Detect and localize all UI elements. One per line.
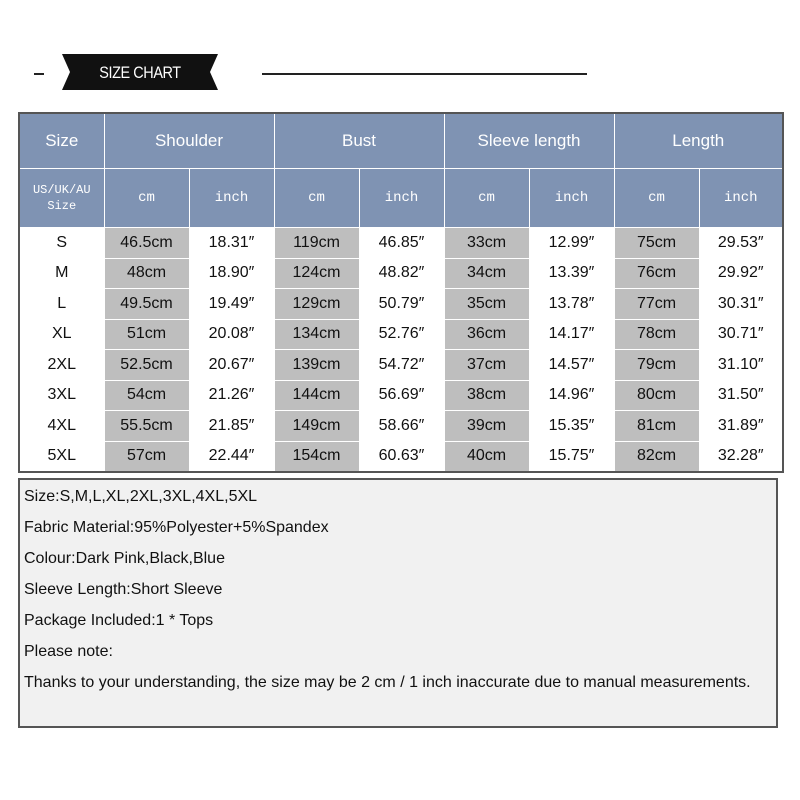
- info-line: Thanks to your understanding, the size may be 2 cm / 1 inch inaccurate due to manual measurements.: [24, 674, 751, 691]
- cm-value-cell: 80cm: [614, 380, 699, 411]
- unit-inch: inch: [699, 169, 783, 228]
- cm-value-cell: 54cm: [104, 380, 189, 411]
- inch-value-cell: 18.90″: [189, 258, 274, 289]
- unit-inch: inch: [529, 169, 614, 228]
- unit-cm: cm: [104, 169, 189, 228]
- size-cell: 5XL: [19, 441, 104, 472]
- inch-value-cell: 56.69″: [359, 380, 444, 411]
- header-length: Length: [614, 113, 783, 169]
- cm-value-cell: 139cm: [274, 350, 359, 381]
- header-size: Size: [19, 113, 104, 169]
- info-line: Colour:Dark Pink,Black,Blue: [24, 550, 225, 567]
- size-cell: L: [19, 289, 104, 320]
- inch-value-cell: 31.50″: [699, 380, 783, 411]
- cm-value-cell: 154cm: [274, 441, 359, 472]
- table-row: [19, 228, 783, 259]
- inch-value-cell: 12.99″: [529, 228, 614, 259]
- cm-value-cell: 51cm: [104, 319, 189, 350]
- size-cell: S: [19, 228, 104, 259]
- unit-cm: cm: [614, 169, 699, 228]
- cm-value-cell: 119cm: [274, 228, 359, 259]
- header-shoulder: Shoulder: [104, 113, 274, 169]
- inch-value-cell: 52.76″: [359, 319, 444, 350]
- header-rule: [262, 73, 587, 75]
- cm-value-cell: 134cm: [274, 319, 359, 350]
- size-cell: 2XL: [19, 350, 104, 381]
- cm-value-cell: 48cm: [104, 258, 189, 289]
- cm-value-cell: 144cm: [274, 380, 359, 411]
- inch-value-cell: 46.85″: [359, 228, 444, 259]
- size-cell: M: [19, 258, 104, 289]
- table-row: [19, 380, 783, 411]
- size-region-line1: US/UK/AU: [32, 183, 91, 197]
- unit-cm: cm: [444, 169, 529, 228]
- cm-value-cell: 40cm: [444, 441, 529, 472]
- inch-value-cell: 14.17″: [529, 319, 614, 350]
- cm-value-cell: 38cm: [444, 380, 529, 411]
- inch-value-cell: 15.35″: [529, 411, 614, 442]
- inch-value-cell: 29.53″: [699, 228, 783, 259]
- table-body: [19, 228, 783, 473]
- cm-value-cell: 55.5cm: [104, 411, 189, 442]
- cm-value-cell: 75cm: [614, 228, 699, 259]
- unit-header-row: [19, 169, 783, 228]
- cm-value-cell: 77cm: [614, 289, 699, 320]
- header-sleeve-length: Sleeve length: [444, 113, 614, 169]
- title-banner: [62, 52, 218, 92]
- table-row: [19, 350, 783, 381]
- table-row: [19, 289, 783, 320]
- inch-value-cell: 14.57″: [529, 350, 614, 381]
- inch-value-cell: 48.82″: [359, 258, 444, 289]
- inch-value-cell: 20.67″: [189, 350, 274, 381]
- inch-value-cell: 31.89″: [699, 411, 783, 442]
- inch-value-cell: 58.66″: [359, 411, 444, 442]
- header-dash-left: [34, 73, 44, 75]
- info-line: Size:S,M,L,XL,2XL,3XL,4XL,5XL: [24, 488, 258, 505]
- table-row: [19, 411, 783, 442]
- inch-value-cell: 60.63″: [359, 441, 444, 472]
- size-region-label: [19, 169, 104, 228]
- cm-value-cell: 57cm: [104, 441, 189, 472]
- unit-cm: cm: [274, 169, 359, 228]
- cm-value-cell: 46.5cm: [104, 228, 189, 259]
- inch-value-cell: 32.28″: [699, 441, 783, 472]
- cm-value-cell: 79cm: [614, 350, 699, 381]
- inch-value-cell: 20.08″: [189, 319, 274, 350]
- cm-value-cell: 49.5cm: [104, 289, 189, 320]
- info-line: Package Included:1 * Tops: [24, 612, 214, 629]
- inch-value-cell: 18.31″: [189, 228, 274, 259]
- inch-value-cell: 30.31″: [699, 289, 783, 320]
- size-cell: XL: [19, 319, 104, 350]
- unit-inch: inch: [359, 169, 444, 228]
- cm-value-cell: 34cm: [444, 258, 529, 289]
- table-row: [19, 319, 783, 350]
- inch-value-cell: 13.39″: [529, 258, 614, 289]
- inch-value-cell: 29.92″: [699, 258, 783, 289]
- size-chart-header: [0, 0, 800, 110]
- inch-value-cell: 22.44″: [189, 441, 274, 472]
- cm-value-cell: 149cm: [274, 411, 359, 442]
- size-region-line2: Size: [47, 199, 77, 213]
- cm-value-cell: 33cm: [444, 228, 529, 259]
- cm-value-cell: 81cm: [614, 411, 699, 442]
- size-cell: 4XL: [19, 411, 104, 442]
- inch-value-cell: 21.85″: [189, 411, 274, 442]
- cm-value-cell: 78cm: [614, 319, 699, 350]
- inch-value-cell: 21.26″: [189, 380, 274, 411]
- info-line: Fabric Material:95%Polyester+5%Spandex: [24, 519, 329, 536]
- product-info-box: [18, 478, 778, 728]
- size-table: [18, 112, 784, 473]
- table-row: [19, 258, 783, 289]
- cm-value-cell: 129cm: [274, 289, 359, 320]
- inch-value-cell: 50.79″: [359, 289, 444, 320]
- cm-value-cell: 37cm: [444, 350, 529, 381]
- unit-inch: inch: [189, 169, 274, 228]
- cm-value-cell: 52.5cm: [104, 350, 189, 381]
- size-cell: 3XL: [19, 380, 104, 411]
- cm-value-cell: 82cm: [614, 441, 699, 472]
- cm-value-cell: 35cm: [444, 289, 529, 320]
- inch-value-cell: 15.75″: [529, 441, 614, 472]
- info-line: Sleeve Length:Short Sleeve: [24, 581, 223, 598]
- table-row: [19, 441, 783, 472]
- inch-value-cell: 14.96″: [529, 380, 614, 411]
- title-text: SIZE CHART: [99, 63, 181, 82]
- header-bust: Bust: [274, 113, 444, 169]
- inch-value-cell: 31.10″: [699, 350, 783, 381]
- cm-value-cell: 124cm: [274, 258, 359, 289]
- cm-value-cell: 76cm: [614, 258, 699, 289]
- cm-value-cell: 39cm: [444, 411, 529, 442]
- info-line: Please note:: [24, 643, 113, 660]
- cm-value-cell: 36cm: [444, 319, 529, 350]
- inch-value-cell: 54.72″: [359, 350, 444, 381]
- inch-value-cell: 19.49″: [189, 289, 274, 320]
- group-header-row: [19, 113, 783, 169]
- inch-value-cell: 13.78″: [529, 289, 614, 320]
- inch-value-cell: 30.71″: [699, 319, 783, 350]
